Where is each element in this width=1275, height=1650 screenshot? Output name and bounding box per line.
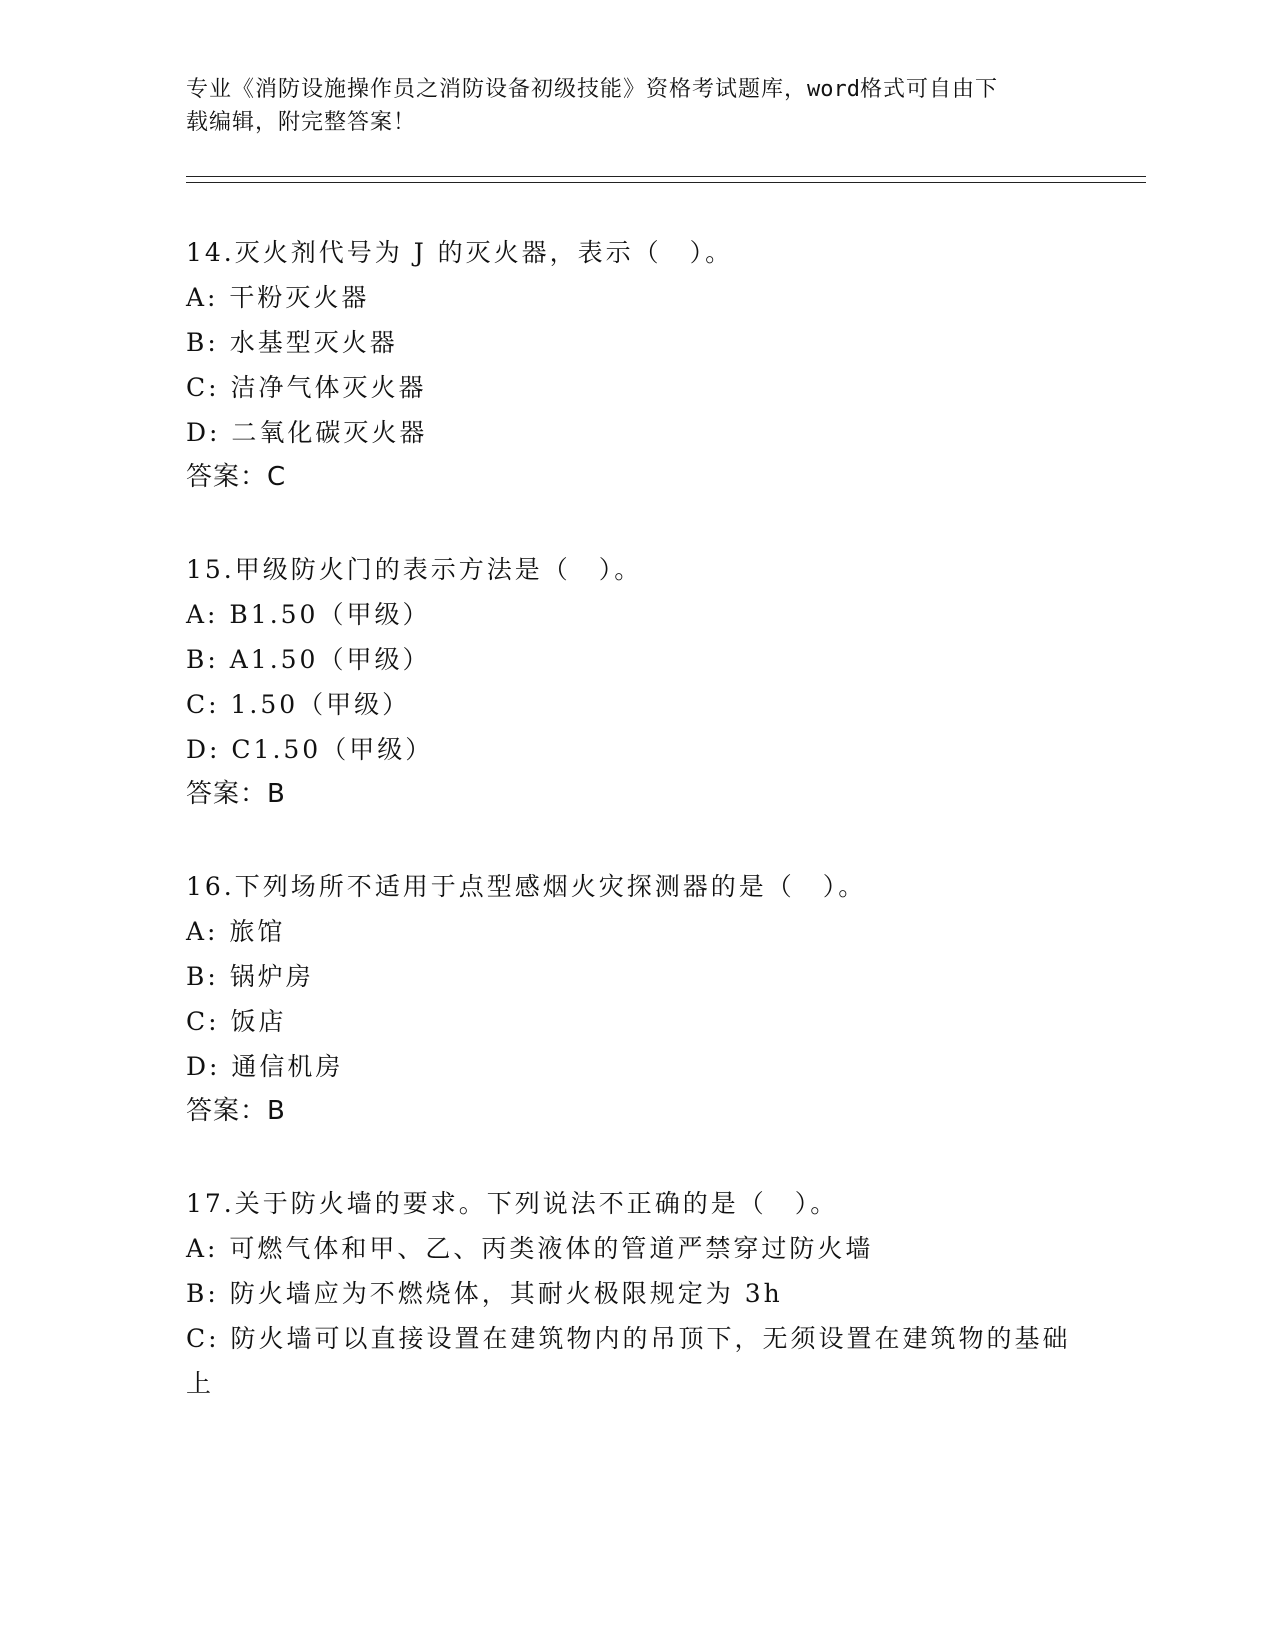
document-header: [186, 73, 1066, 139]
option-b: B: 锅炉房: [186, 962, 314, 991]
option-c: C: 洁净气体灭火器: [186, 373, 427, 402]
question-stem: 14.灭火剂代号为 J 的灭火器，表示（ ）。: [186, 238, 734, 267]
question-17: [186, 1181, 1086, 1406]
option-b: B: A1.50（甲级）: [186, 645, 431, 674]
header-word-format: word: [807, 77, 860, 102]
header-line1-part-a: 专业《消防设施操作员之消防设备初级技能》资格考试题库，: [186, 77, 808, 102]
question-stem: 17.关于防火墙的要求。下列说法不正确的是（ ）。: [186, 1189, 839, 1218]
option-a: A: 旅馆: [186, 917, 286, 946]
header-line1-part-b: 格式可自由下: [860, 77, 999, 102]
option-c: C: 防火墙可以直接设置在建筑物内的吊顶下，无须设置在建筑物的基础上: [186, 1324, 1071, 1398]
question-stem: 15.甲级防火门的表示方法是（ ）。: [186, 555, 643, 584]
option-c: C: 1.50（甲级）: [186, 690, 411, 719]
header-divider-top: [186, 176, 1146, 177]
answer-line: 答案：C: [186, 462, 287, 492]
option-c: C: 饭店: [186, 1007, 287, 1036]
option-a: A: B1.50（甲级）: [186, 600, 431, 629]
option-a: A: 可燃气体和甲、乙、丙类液体的管道严禁穿过防火墙: [186, 1234, 874, 1263]
option-b: B: 防火墙应为不燃烧体，其耐火极限规定为 3h: [186, 1279, 783, 1308]
option-d: D: 二氧化碳灭火器: [186, 418, 428, 447]
question-15: [186, 547, 1086, 817]
header-line2: 载编辑，附完整答案！: [186, 110, 417, 135]
answer-line: 答案：B: [186, 779, 286, 809]
question-16: [186, 864, 1086, 1134]
question-stem: 16.下列场所不适用于点型感烟火灾探测器的是（ ）。: [186, 872, 867, 901]
question-14: [186, 230, 1086, 500]
question-list: [186, 230, 1086, 1453]
answer-line: 答案：B: [186, 1096, 286, 1126]
option-b: B: 水基型灭火器: [186, 328, 398, 357]
header-divider-bottom: [186, 182, 1146, 183]
option-d: D: C1.50（甲级）: [186, 735, 434, 764]
option-d: D: 通信机房: [186, 1052, 344, 1081]
option-a: A: 干粉灭火器: [186, 283, 370, 312]
